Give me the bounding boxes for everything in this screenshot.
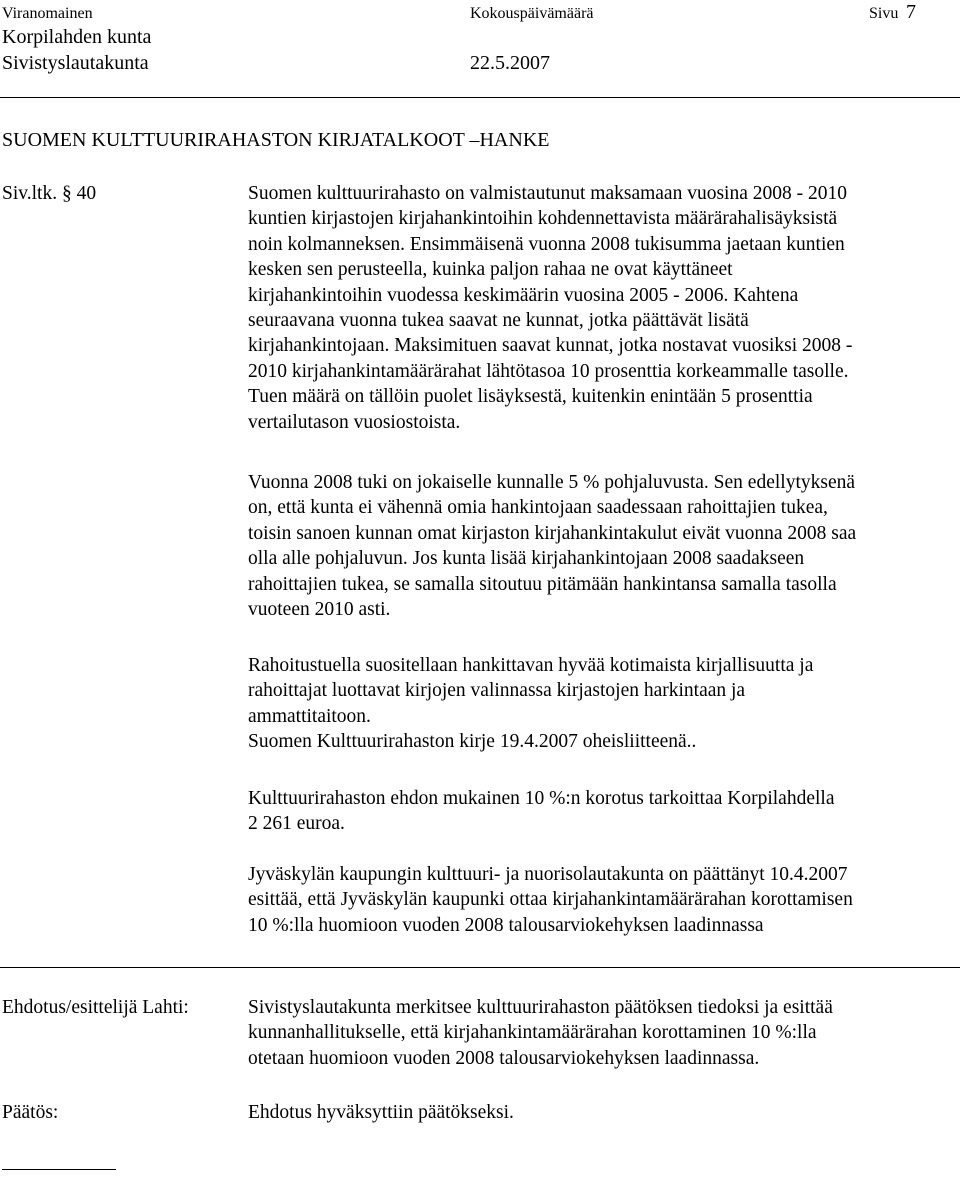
paragraph-line: on, että kunta ei vähennä omia hankintojaan saadessaan rahoittajien tukea, [248,497,828,519]
section-symbol: § [61,183,72,204]
paragraph-line: 2 261 euroa. [248,813,345,835]
paragraph-line: 10 %:lla huomioon vuoden 2008 talousarviokehyksen laadinnassa [248,914,764,936]
paragraph-line: kirjahankintoihin vuodessa keskimäärin vuosina 2005 - 2006. Kahtena [248,284,799,306]
paragraph-line: kirjahankintojaan. Maksimituen saavat kunnat, jotka nostavat vuosiksi 2008 - [248,335,853,357]
section-number: 40 [76,183,97,204]
paragraph-4 [248,786,958,837]
header-committee: Sivistyslautakunta [2,52,149,74]
paragraph-line: rahoittajien tukea, se samalla sitoutuu pitämään hankintansa samalla tasolla [248,573,837,595]
header-author: Viranomainen [2,5,93,22]
paragraph-line: esittää, että Jyväskylän kaupunki ottaa kirjahankintamäärärahan korottamisen [248,889,853,911]
section-ref [2,181,96,206]
header-municipality: Korpilahden kunta [2,26,152,48]
section-ref-label: Siv.ltk. [2,183,58,204]
paragraph-line: rahoittajat luottavat kirjojen valinnassa kirjastojen harkintaan ja [248,680,746,702]
paragraph-line: ammattitaitoon. [248,705,371,727]
paragraph-line: kuntien kirjastojen kirjahankintoihin kohdennettavista määrärahalisäyksistä [248,208,838,230]
paragraph-5 [248,862,958,938]
paragraph-line: Tuen määrä on tällöin puolet lisäyksestä, kuitenkin enintään 5 prosenttia [248,386,813,408]
paragraph-line: 2010 kirjahankintamäärärahat lähtötasoa 10 prosenttia korkeammalle tasolle. [248,360,849,382]
paragraph-line: vertailutason vuosiostoista. [248,411,461,433]
paragraph-line: noin kolmanneksen. Ensimmäisenä vuonna 2008 tukisumma jaetaan kuntien [248,233,845,255]
header-rule [0,97,960,98]
paragraph-line: Kulttuurirahaston ehdon mukainen 10 %:n korotus tarkoittaa Korpilahdella [248,788,835,809]
paragraph-line: vuoteen 2010 asti. [248,599,391,621]
signature-rule [2,1169,116,1170]
paragraph-line: seuraavana vuonna tukea saavat ne kunnat, jotka päättävät lisätä [248,310,749,332]
document-title: SUOMEN KULTTUURIRAHASTON KIRJATALKOOT –HANKE [2,129,550,151]
decision-label: Päätös: [2,1102,59,1123]
proposal-line: kunnanhallitukselle, että kirjahankintamäärärahan korottaminen 10 %:lla [248,1022,817,1044]
paragraph-1 [248,181,958,435]
header-meeting-date-label: Kokouspäivämäärä [470,5,594,22]
header-date: 22.5.2007 [470,52,550,74]
paragraph-line: Suomen kulttuurirahasto on valmistautunut maksamaan vuosina 2008 - 2010 [248,183,847,204]
paragraph-line: Rahoitustuella suositellaan hankittavan hyvää kotimaista kirjallisuutta ja [248,655,814,676]
proposal-text [248,995,958,1071]
paragraph-line: Suomen Kulttuurirahaston kirje 19.4.2007 oheisliitteenä.. [248,731,697,753]
paragraph-line: Vuonna 2008 tuki on jokaiselle kunnalle 5 % pohjaluvusta. Sen edellytyksenä [248,472,856,493]
paragraph-2 [248,470,958,622]
proposal-label: Ehdotus/esittelijä Lahti: [2,997,189,1018]
decision-text: Ehdotus hyväksyttiin päätökseksi. [248,1102,514,1123]
paragraph-line: olla alle pohjaluvun. Jos kunta lisää kirjahankintojaan 2008 saadakseen [248,548,805,570]
paragraph-3 [248,653,958,755]
header-page-label: Sivu [869,5,899,22]
paragraph-line: kesken sen perusteella, kuinka paljon rahaa ne ovat käyttäneet [248,259,733,281]
paragraph-line: Jyväskylän kaupungin kulttuuri- ja nuorisolautakunta on päättänyt 10.4.2007 [248,864,848,885]
proposal-line: otetaan huomioon vuoden 2008 talousarviokehyksen laadinnassa. [248,1047,760,1069]
section-rule [0,967,960,968]
header-page-number: 7 [906,1,916,23]
paragraph-line: toisin sanoen kunnan omat kirjaston kirjahankintakulut eivät vuonna 2008 saa [248,522,857,544]
proposal-line: Sivistyslautakunta merkitsee kulttuurirahaston päätöksen tiedoksi ja esittää [248,997,833,1018]
